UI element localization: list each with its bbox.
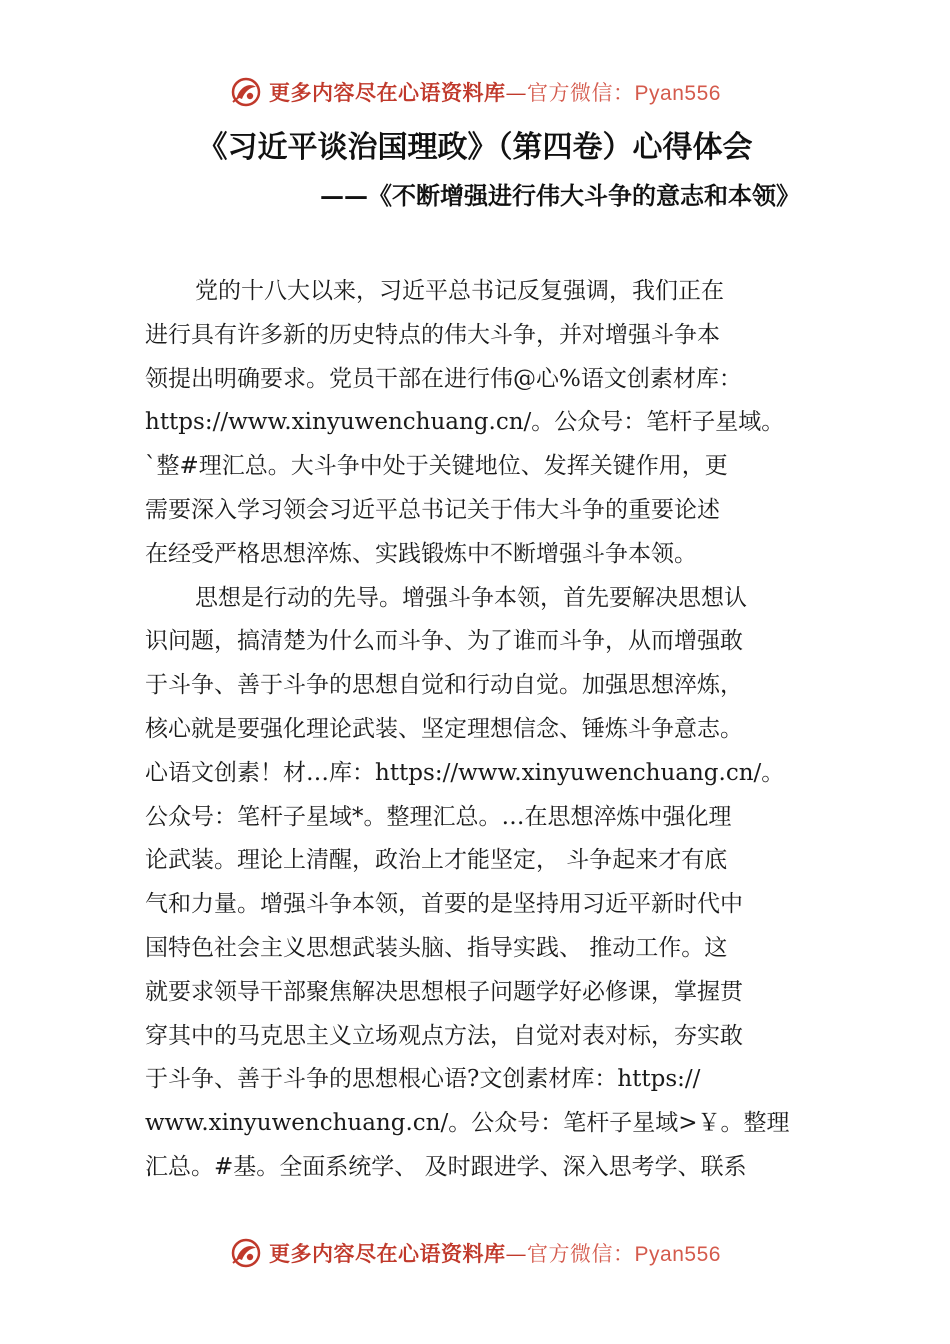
- page-subtitle: ——《不断增强进行伟大斗争的意志和本领》: [320, 181, 800, 210]
- banner-brand: 更多内容尽在心语资料库: [269, 80, 506, 105]
- banner-wechat-label: 官方微信：: [527, 1242, 635, 1266]
- paragraph-2-line: 气和力量。增强斗争本领，首要的是坚持用习近平新时代中: [145, 891, 743, 918]
- article-body: [145, 270, 835, 1190]
- banner-dash: —: [505, 81, 528, 105]
- paragraph-2-line: 国特色社会主义思想武装头脑、指导实践、 推动工作。这: [145, 934, 728, 961]
- paragraph-1-line: https://www.xinyuwenchuang.cn/。公众号：笔杆子星域。: [145, 409, 785, 436]
- paragraph-1-line: `整#理汇总。大斗争中处于关键地位、发挥关键作用，更: [145, 453, 728, 480]
- paragraph-2-line: 就要求领导干部聚焦解决思想根子问题学好必修课，掌握贯: [145, 978, 743, 1005]
- banner-text: [269, 77, 721, 107]
- paragraph-2-line: 穿其中的马克思主义立场观点方法，自觉对表对标，夯实敢: [145, 1022, 743, 1049]
- paragraph-2-line: www.xinyuwenchuang.cn/。公众号：笔杆子星域>￥。整理: [145, 1110, 790, 1137]
- paragraph-2-line: 核心就是要强化理论武装、坚定理想信念、锤炼斗争意志。: [145, 715, 743, 742]
- banner-text: [269, 1238, 721, 1268]
- paragraph-2-line: 公众号：笔杆子星域*。整理汇总。…在思想淬炼中强化理: [145, 803, 732, 830]
- paragraph-2-line: 心语文创素！材…库：https://www.xinyuwenchuang.cn/。: [145, 759, 785, 786]
- page-title: 《习近平谈治国理政》（第四卷）心得体会: [197, 130, 753, 165]
- footer-banner: [0, 1233, 950, 1273]
- banner-dash: —: [505, 1242, 528, 1266]
- brand-logo-icon: [229, 1236, 263, 1270]
- banner-wechat-handle: Pyan556: [634, 82, 721, 105]
- banner-brand: 更多内容尽在心语资料库: [269, 1241, 506, 1266]
- paragraph-2-line: 汇总。#基。全面系统学、 及时跟进学、深入思考学、联系: [145, 1153, 747, 1180]
- paragraph-2-line: 于斗争、善于斗争的思想根心语?文创素材库：https://: [145, 1066, 701, 1093]
- paragraph-2-line: 于斗争、善于斗争的思想自觉和行动自觉。加强思想淬炼，: [145, 672, 743, 699]
- banner-wechat-handle: Pyan556: [634, 1243, 721, 1266]
- paragraph-1-line: 党的十八大以来，习近平总书记反复强调，我们正在: [195, 278, 724, 304]
- paragraph-1-line: 在经受严格思想淬炼、实践锻炼中不断增强斗争本领。: [145, 540, 697, 567]
- paragraph-1-line: 领提出明确要求。党员干部在进行伟@心%语文创素材库：: [145, 365, 742, 392]
- paragraph-1-line: 需要深入学习领会习近平总书记关于伟大斗争的重要论述: [145, 496, 720, 523]
- header-banner: [0, 72, 950, 112]
- paragraph-2-line: 识问题，搞清楚为什么而斗争、为了谁而斗争，从而增强敢: [145, 628, 743, 655]
- paragraph-1-line: 进行具有许多新的历史特点的伟大斗争，并对增强斗争本: [145, 321, 720, 348]
- paragraph-2-line: 论武装。理论上清醒，政治上才能坚定， 斗争起来才有底: [145, 847, 728, 874]
- paragraph-2-line: 思想是行动的先导。增强斗争本领，首先要解决思想认: [195, 584, 747, 611]
- brand-logo-icon: [229, 75, 263, 109]
- banner-wechat-label: 官方微信：: [527, 81, 635, 105]
